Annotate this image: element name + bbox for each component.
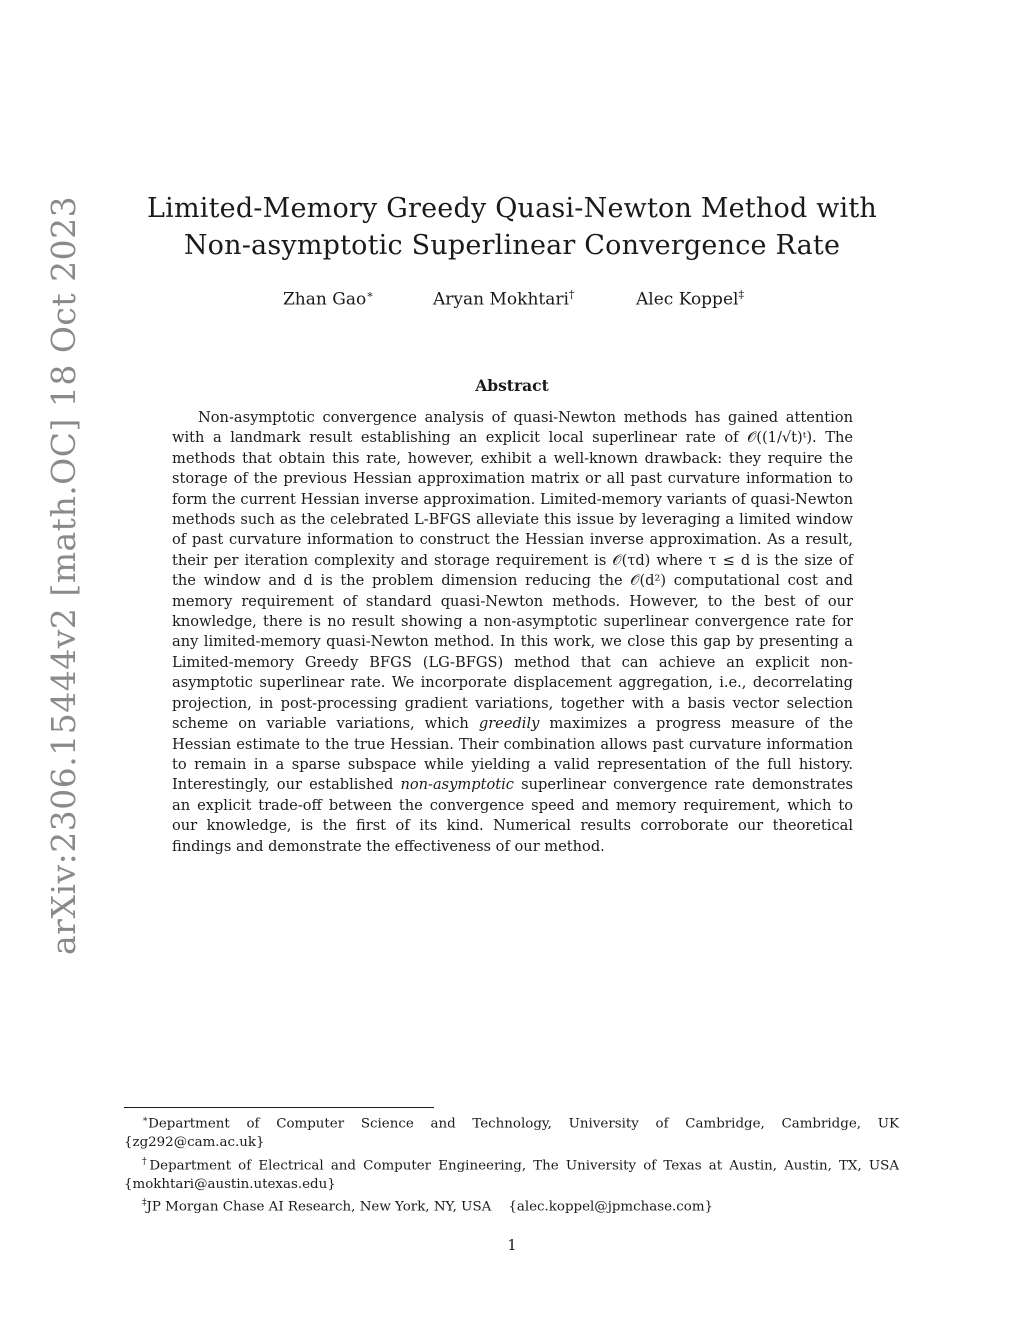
author-aryan-mokhtari [433, 288, 574, 310]
footnote-mark: † [142, 1156, 150, 1167]
arxiv-identifier-stamp: arXiv:2306.15444v2 [math.OC] 18 Oct 2023 [44, 195, 83, 955]
abstract-heading: Abstract [475, 376, 549, 395]
author-affiliation-mark: ∗ [366, 288, 374, 301]
footnote-text: JP Morgan Chase AI Research, New York, NY, USA {alec.koppel@jpmchase.com} [146, 1199, 714, 1215]
footnote-mark: ‡ [142, 1198, 147, 1209]
footnote-divider [124, 1107, 434, 1108]
author-name: Zhan Gao [283, 289, 367, 310]
footnote-affiliation-cambridge [124, 1111, 899, 1153]
abstract-text-part-1: Non-asymptotic convergence analysis of quasi-Newton methods has gained attention with a landmark result establishing an explicit local superlinear rate of 𝒪((1/√t)ᵗ). The methods that obtain this rate, however, exhibit a well-known drawback: they require the storage of the previous Hessian approximation matrix or all past curvature information to form the current Hessian inverse approximation. Limited-memory variants of quasi-Newton methods such as the celebrated L-BFGS alleviate this issue by leveraging a limited window of past curvature information to construct the Hessian inverse approximation. As a result, their per iteration complexity and storage requirement is 𝒪(τd) where τ ≤ d is the size of the window and d is the problem dimension reducing the 𝒪(d²) computational cost and memory requirement of standard quasi-Newton methods. However, to the best of our knowledge, there is no result showing a non-asymptotic superlinear convergence rate for any limited-memory quasi-Newton method. In this work, we close this gap by presenting a Limited-memory Greedy BFGS (LG-BFGS) method that can achieve an explicit non-asymptotic superlinear rate. We incorporate displacement aggregation, i.e., decorrelating projection, in post-processing gradient variations, together with a basis vector selection scheme on variable variations, which [172, 409, 853, 733]
paper-title: Limited-Memory Greedy Quasi-Newton Method with Non-asymptotic Superlinear Convergence Rate [146, 193, 877, 261]
author-affiliation-mark: ‡ [738, 288, 744, 301]
abstract-emphasis-non-asymptotic: non-asymptotic [400, 776, 514, 794]
author-alec-koppel [636, 288, 744, 310]
footnote-affiliation-ut-austin [124, 1153, 899, 1195]
author-name: Alec Koppel [636, 289, 739, 310]
page-number: 1 [507, 1236, 517, 1254]
footnote-text: Department of Computer Science and Technology, University of Cambridge, Cambridge, UK {zg292@cam.ac.uk} [124, 1116, 899, 1151]
footnote-mark: ∗ [142, 1115, 149, 1125]
footnote-affiliation-jp-morgan [124, 1194, 899, 1217]
footnotes [124, 1111, 899, 1217]
author-zhan-gao [283, 288, 374, 310]
abstract-body [172, 408, 853, 857]
footnote-text: Department of Electrical and Computer Engineering, The University of Texas at Austin, Austin, TX, USA {mokhtari@austin.utexas.edu} [124, 1158, 899, 1192]
abstract-emphasis-greedily: greedily [478, 715, 540, 733]
author-name: Aryan Mokhtari [433, 289, 569, 310]
abstract-text-part-2: maximizes a progress measure of the Hessian estimate to the true Hessian. Their combination allows past curvature information to remain in a sparse subspace while yielding a valid representation of the full history. Interestingly, our established [172, 715, 853, 794]
abstract-text-part-3: superlinear convergence rate demonstrates an explicit trade-off between the convergence speed and memory requirement, which to our knowledge, is the first of its kind. Numerical results corroborate our theoretical findings and demonstrate the effectiveness of our method. [172, 776, 853, 855]
author-affiliation-mark: † [568, 288, 575, 301]
